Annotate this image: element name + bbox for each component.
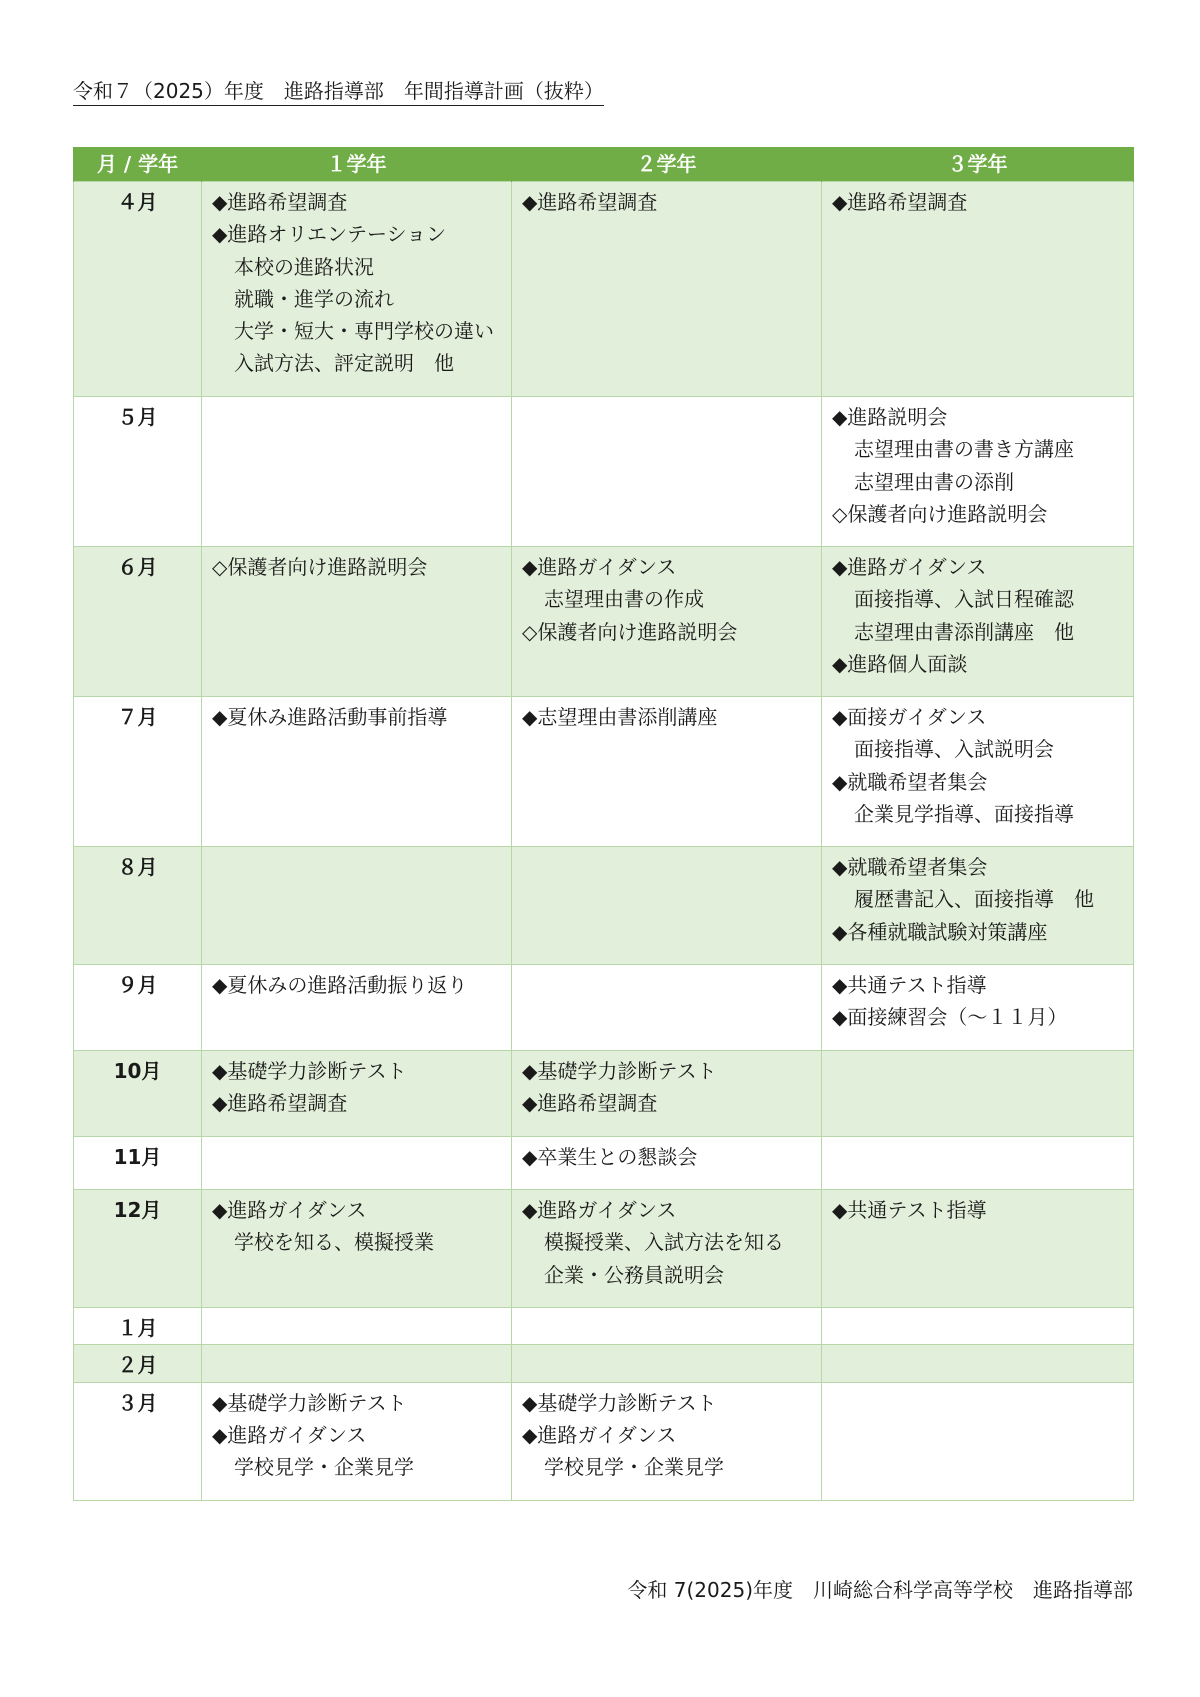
activity-item: ◆進路希望調査 — [212, 190, 348, 214]
grade-2-cell — [512, 1382, 822, 1500]
activity-detail: 大学・短大・専門学校の違い — [234, 319, 494, 344]
activity-item: ◆面接ガイダンス — [832, 705, 987, 729]
activity-item: ◇保護者向け進路説明会 — [212, 555, 428, 579]
activity-detail: 志望理由書の作成 — [544, 587, 704, 612]
activity-item: ◆基礎学力診断テスト — [212, 1390, 407, 1415]
activity-item: ◆共通テスト指導 — [832, 973, 987, 997]
activity-item: ◆進路希望調査 — [832, 190, 968, 214]
activity-detail: 面接指導、入試説明会 — [854, 737, 1054, 762]
activity-item: ◆進路ガイダンス — [522, 1198, 677, 1222]
grade-1-cell — [202, 1051, 512, 1137]
grade-2-cell — [512, 965, 822, 1051]
table-row — [74, 182, 1134, 397]
grade-3-cell — [822, 697, 1134, 847]
month-cell: 12月 — [74, 1190, 202, 1308]
activity-item: ◆夏休みの進路活動振り返り — [212, 973, 468, 997]
activity-detail: 就職・進学の流れ — [234, 286, 394, 311]
activity-item: ◆進路ガイダンス — [522, 555, 677, 579]
activity-item: ◇保護者向け進路説明会 — [832, 501, 1048, 526]
activity-detail: 入試方法、評定説明 他 — [234, 351, 454, 376]
table-row — [74, 1382, 1134, 1500]
activity-item: ◆志望理由書添削講座 — [522, 705, 718, 729]
grade-2-cell — [512, 1345, 822, 1382]
activity-detail: 履歴書記入、面接指導 他 — [854, 887, 1094, 912]
grade-1-cell — [202, 697, 512, 847]
grade-3-cell — [822, 547, 1134, 697]
grade-2-cell — [512, 1190, 822, 1308]
document-title: 令和７（2025）年度 進路指導部 年間指導計画（抜粋） — [73, 78, 604, 106]
annual-plan-table — [73, 147, 1134, 1501]
activity-item: ◆各種就職試験対策講座 — [832, 919, 1048, 944]
activity-item: ◆共通テスト指導 — [832, 1198, 987, 1222]
table-row — [74, 1137, 1134, 1190]
activity-detail: 模擬授業、入試方法を知る — [544, 1230, 784, 1255]
grade-2-cell — [512, 1308, 822, 1345]
month-cell: ３月 — [74, 1382, 202, 1500]
grade-1-cell — [202, 847, 512, 965]
header-month-grade: 月 / 学年 — [74, 147, 202, 182]
grade-2-cell — [512, 1051, 822, 1137]
activity-detail: 学校見学・企業見学 — [544, 1455, 724, 1480]
grade-1-cell — [202, 547, 512, 697]
activity-item: ◆進路希望調査 — [212, 1091, 348, 1116]
activity-detail: 面接指導、入試日程確認 — [854, 587, 1074, 612]
grade-1-cell — [202, 397, 512, 547]
month-cell: １月 — [74, 1308, 202, 1345]
grade-3-cell — [822, 1190, 1134, 1308]
grade-3-cell — [822, 1308, 1134, 1345]
grade-1-cell — [202, 1308, 512, 1345]
activity-item: ◆進路説明会 — [832, 405, 948, 429]
table-row — [74, 697, 1134, 847]
grade-3-cell — [822, 1345, 1134, 1382]
activity-item: ◆基礎学力診断テスト — [522, 1059, 717, 1083]
activity-detail: 志望理由書の書き方講座 — [854, 437, 1074, 462]
grade-1-cell — [202, 965, 512, 1051]
activity-detail: 学校を知る、模擬授業 — [234, 1230, 434, 1255]
month-cell: 10月 — [74, 1051, 202, 1137]
grade-1-cell — [202, 1190, 512, 1308]
activity-item: ◇保護者向け進路説明会 — [522, 619, 738, 644]
activity-item: ◆進路ガイダンス — [522, 1422, 677, 1447]
month-cell: ４月 — [74, 182, 202, 397]
activity-detail: 志望理由書の添削 — [854, 469, 1014, 494]
month-cell: ９月 — [74, 965, 202, 1051]
activity-item: ◆基礎学力診断テスト — [212, 1059, 407, 1083]
activity-item: ◆面接練習会（～１１月） — [832, 1005, 1068, 1030]
activity-detail: 企業・公務員説明会 — [544, 1262, 724, 1287]
grade-2-cell — [512, 1137, 822, 1190]
grade-2-cell — [512, 182, 822, 397]
footer-school-department: 令和 7(2025)年度 川崎総合科学高等学校 進路指導部 — [627, 1578, 1133, 1602]
table-row — [74, 397, 1134, 547]
grade-1-cell — [202, 1137, 512, 1190]
grade-3-cell — [822, 1382, 1134, 1500]
activity-detail: 志望理由書添削講座 他 — [854, 619, 1074, 644]
grade-3-cell — [822, 397, 1134, 547]
table-row — [74, 547, 1134, 697]
grade-3-cell — [822, 1137, 1134, 1190]
grade-1-cell — [202, 1345, 512, 1382]
grade-3-cell — [822, 182, 1134, 397]
month-cell: ６月 — [74, 547, 202, 697]
header-grade-1: １学年 — [202, 147, 512, 182]
table-row — [74, 1345, 1134, 1382]
month-cell: 11月 — [74, 1137, 202, 1190]
table-header-row — [74, 147, 1134, 182]
activity-item: ◆進路ガイダンス — [832, 555, 987, 579]
month-cell: ７月 — [74, 697, 202, 847]
activity-detail: 企業見学指導、面接指導 — [854, 801, 1074, 826]
grade-3-cell — [822, 965, 1134, 1051]
activity-item: ◆基礎学力診断テスト — [522, 1390, 717, 1415]
header-grade-2: ２学年 — [512, 147, 822, 182]
activity-item: ◆進路希望調査 — [522, 190, 658, 214]
activity-item: ◆進路ガイダンス — [212, 1198, 367, 1222]
activity-item: ◆卒業生との懇談会 — [522, 1145, 698, 1169]
grade-2-cell — [512, 697, 822, 847]
grade-1-cell — [202, 182, 512, 397]
grade-3-cell — [822, 1051, 1134, 1137]
table-row — [74, 1190, 1134, 1308]
activity-item: ◆就職希望者集会 — [832, 855, 988, 879]
grade-2-cell — [512, 847, 822, 965]
header-grade-3: ３学年 — [822, 147, 1134, 182]
activity-detail: 学校見学・企業見学 — [234, 1455, 414, 1480]
grade-1-cell — [202, 1382, 512, 1500]
activity-item: ◆進路オリエンテーション — [212, 222, 447, 247]
table-row — [74, 965, 1134, 1051]
table-body — [74, 182, 1134, 1501]
month-cell: ８月 — [74, 847, 202, 965]
month-cell: ２月 — [74, 1345, 202, 1382]
grade-2-cell — [512, 547, 822, 697]
month-cell: ５月 — [74, 397, 202, 547]
activity-item: ◆進路個人面談 — [832, 651, 968, 676]
table-row — [74, 1308, 1134, 1345]
table-row — [74, 847, 1134, 965]
activity-item: ◆夏休み進路活動事前指導 — [212, 705, 448, 729]
activity-item: ◆就職希望者集会 — [832, 769, 988, 794]
activity-item: ◆進路希望調査 — [522, 1091, 658, 1116]
activity-item: ◆進路ガイダンス — [212, 1422, 367, 1447]
table-row — [74, 1051, 1134, 1137]
activity-detail: 本校の進路状況 — [234, 254, 374, 279]
grade-2-cell — [512, 397, 822, 547]
grade-3-cell — [822, 847, 1134, 965]
